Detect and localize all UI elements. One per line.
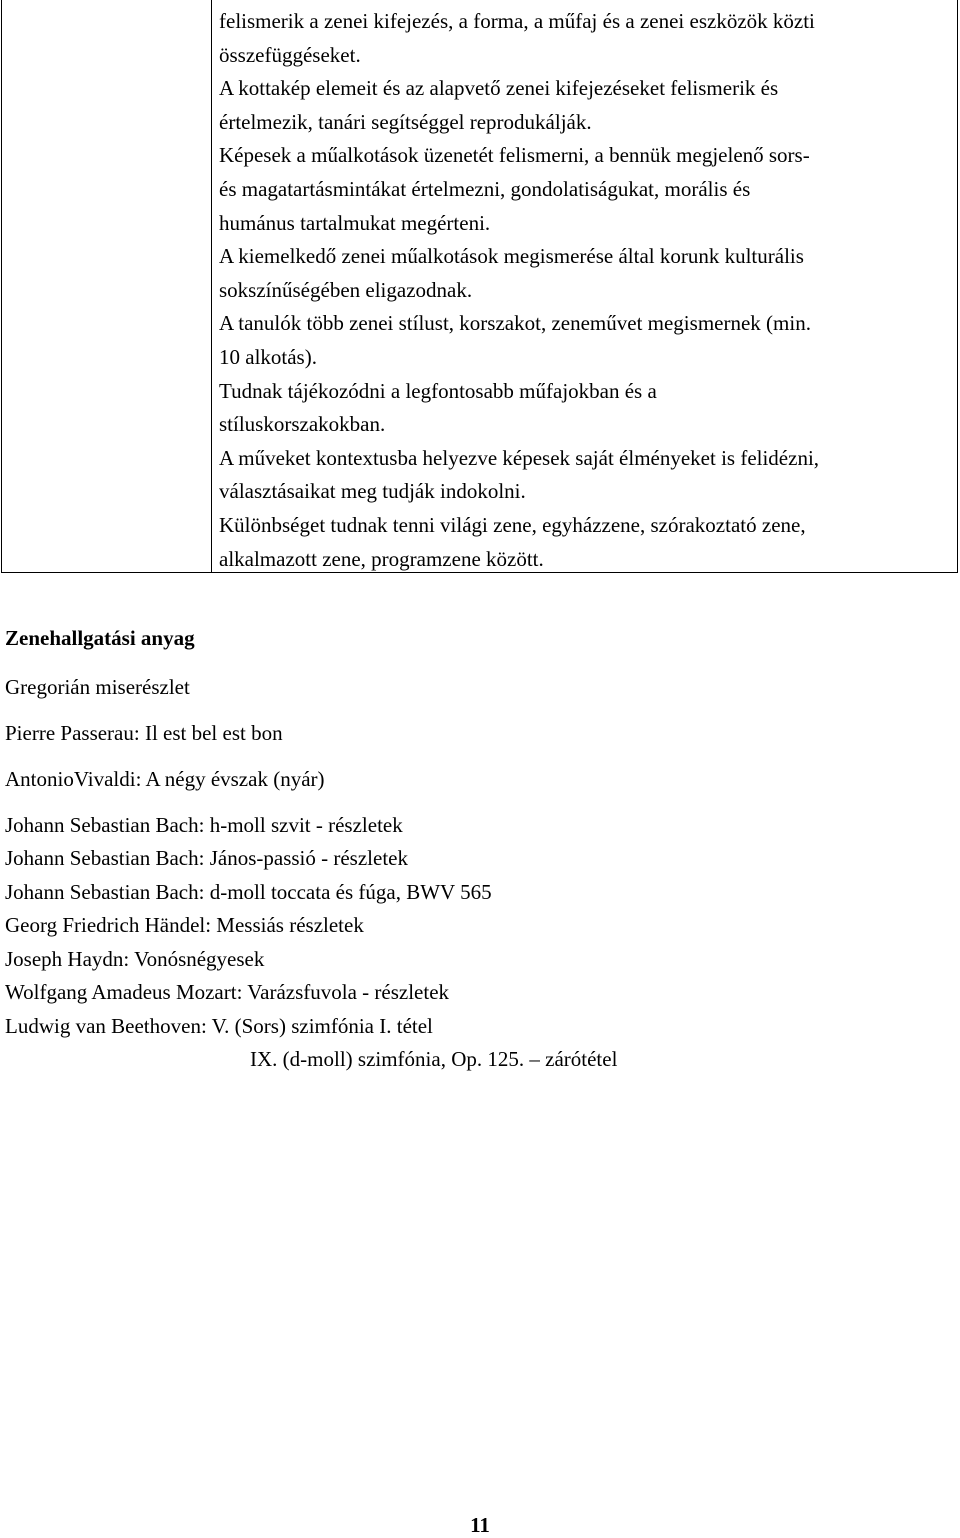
- listening-item: Georg Friedrich Händel: Messiás részletek: [5, 913, 364, 937]
- listening-item: Ludwig van Beethoven: V. (Sors) szimfónia I. tétel: [5, 1014, 433, 1038]
- listening-item: Gregorián miserészlet: [5, 675, 190, 699]
- outcome-line: és magatartásmintákat értelmezni, gondolatiságukat, morális és: [219, 176, 751, 201]
- outcome-line: A műveket kontextusba helyezve képesek saját élményeket is felidézni,: [219, 445, 820, 470]
- listening-item: Johann Sebastian Bach: d-moll toccata és fúga, BWV 565: [5, 880, 492, 904]
- outcome-line: stíluskorszakokban.: [219, 412, 386, 437]
- listening-item: AntonioVivaldi: A négy évszak (nyár): [5, 767, 325, 791]
- outcome-line: sokszínűségében eligazodnak.: [219, 277, 473, 302]
- outcome-line: A kiemelkedő zenei műalkotások megismerése által korunk kulturális: [219, 244, 804, 269]
- listening-item: Johann Sebastian Bach: h-moll szvit - részletek: [5, 813, 403, 837]
- page-number: 11: [470, 1513, 490, 1537]
- outcomes-cell-text: [219, 5, 954, 576]
- outcome-line: humánus tartalmukat megérteni.: [219, 210, 491, 235]
- outcome-line: 10 alkotás).: [219, 344, 317, 369]
- outcome-line: alkalmazott zene, programzene között.: [219, 546, 544, 571]
- listening-item: IX. (d-moll) szimfónia, Op. 125. – zárótétel: [250, 1047, 618, 1071]
- listening-item: Pierre Passerau: Il est bel est bon: [5, 721, 283, 745]
- outcome-line: értelmezik, tanári segítséggel reprodukálják.: [219, 109, 592, 134]
- outcome-line: összefüggéseket.: [219, 42, 361, 67]
- listening-heading: Zenehallgatási anyag: [5, 626, 195, 650]
- listening-item: Joseph Haydn: Vonósnégyesek: [5, 947, 265, 971]
- table-column-divider: [211, 0, 212, 572]
- outcome-line: választásaikat meg tudják indokolni.: [219, 479, 526, 504]
- outcome-line: felismerik a zenei kifejezés, a forma, a műfaj és a zenei eszközök közti: [219, 9, 815, 33]
- outcome-line: A tanulók több zenei stílust, korszakot, zeneművet megismernek (min.: [219, 311, 811, 336]
- listening-item: Wolfgang Amadeus Mozart: Varázsfuvola - részletek: [5, 980, 450, 1004]
- outcome-line: A kottakép elemeit és az alapvető zenei kifejezéseket felismerik és: [219, 76, 779, 101]
- listening-item: Johann Sebastian Bach: János-passió - részletek: [5, 846, 408, 870]
- outcome-line: Különbséget tudnak tenni világi zene, egyházzene, szórakoztató zene,: [219, 512, 806, 537]
- outcome-line: Tudnak tájékozódni a legfontosabb műfajokban és a: [219, 378, 657, 403]
- outcome-line: Képesek a műalkotások üzenetét felismerni, a bennük megjelenő sors-: [219, 143, 810, 168]
